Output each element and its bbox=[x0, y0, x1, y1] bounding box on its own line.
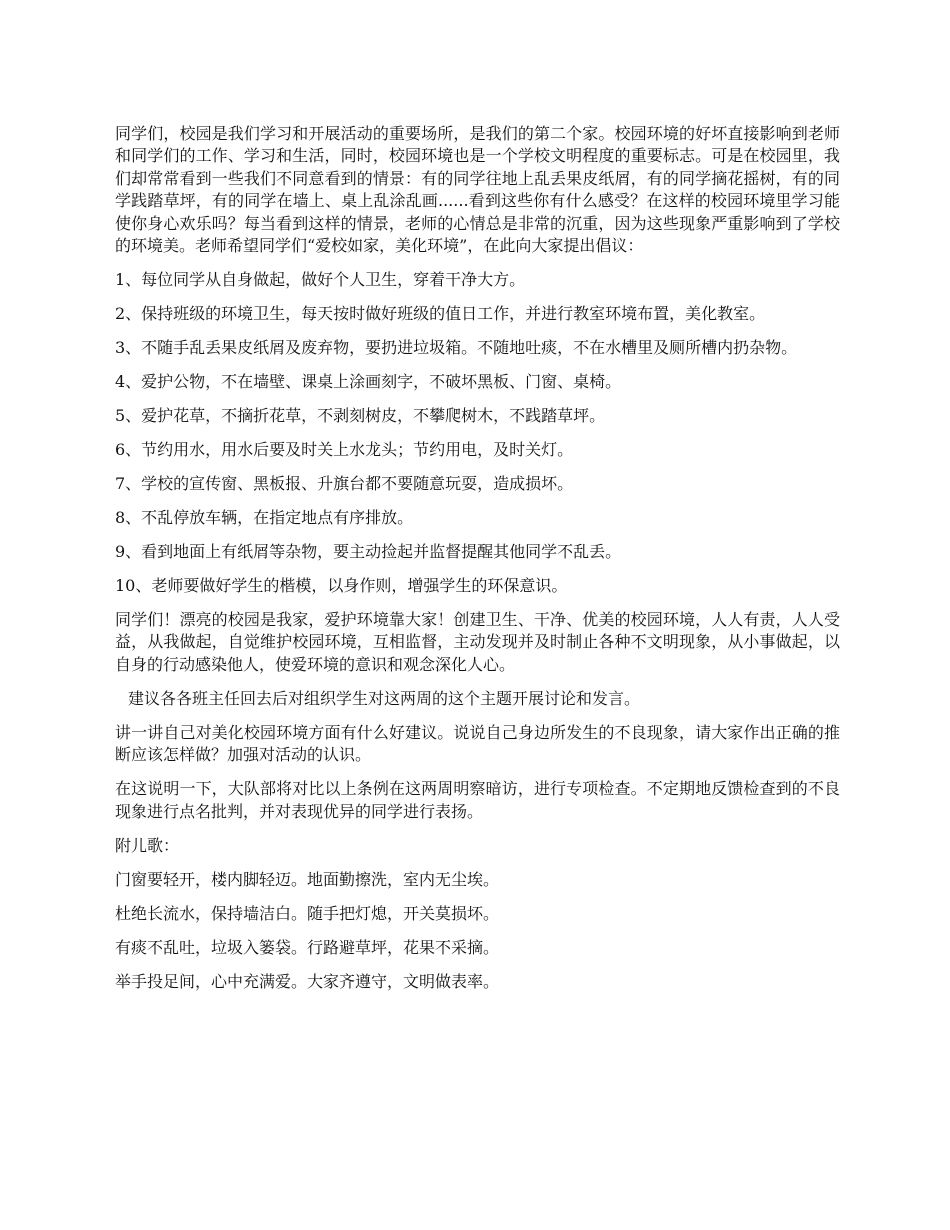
song-line-4: 举手投足间，心中充满爱。大家齐遵守，文明做表率。 bbox=[115, 971, 500, 991]
document-body bbox=[115, 123, 840, 1005]
song-line-3: 有痰不乱吐，垃圾入篓袋。行路避草坪，花果不采摘。 bbox=[115, 937, 500, 957]
proposal-item-3: 3、不随手乱丢果皮纸屑及废弃物，要扔进垃圾箱。不随地吐痰，不在水槽里及厕所槽内扔杂物。 bbox=[115, 338, 798, 358]
song-title: 附儿歌： bbox=[115, 835, 180, 855]
closing-paragraph: 同学们！漂亮的校园是我家，爱护环境靠大家！创建卫生、干净、优美的校园环境，人人有责，人人受益，从我做起，自觉维护校园环境，互相监督，主动发现并及时制止各种不文明现象，从小事做起，以自身的行动感染他人，使爱环境的意识和观念深化人心。 bbox=[115, 610, 840, 674]
inspection-paragraph: 在这说明一下，大队部将对比以上条例在这两周明察暗访，进行专项检查。不定期地反馈检查到的不良现象进行点名批判，并对表现优异的同学进行表扬。 bbox=[115, 779, 840, 821]
proposal-item-6: 6、节约用水，用水后要及时关上水龙头；节约用电，及时关灯。 bbox=[115, 440, 574, 460]
proposal-item-9: 9、看到地面上有纸屑等杂物，要主动捡起并监督提醒其他同学不乱丢。 bbox=[115, 542, 622, 562]
discussion-paragraph: 讲一讲自己对美化校园环境方面有什么好建议。说说自己身边所发生的不良现象，请大家作出正确的推断应该怎样做？加强对活动的认识。 bbox=[115, 722, 840, 765]
proposal-item-1: 1、每位同学从自身做起，做好个人卫生，穿着干净大方。 bbox=[115, 270, 526, 290]
suggestion-paragraph: 建议各各班主任回去后对组织学生对这两周的这个主题开展讨论和发言。 bbox=[128, 688, 641, 708]
proposal-item-8: 8、不乱停放车辆，在指定地点有序排放。 bbox=[115, 508, 414, 528]
proposal-item-4: 4、爱护公物，不在墙壁、课桌上涂画刻字，不破坏黑板、门窗、桌椅。 bbox=[115, 372, 622, 392]
proposal-item-7: 7、学校的宣传窗、黑板报、升旗台都不要随意玩耍，造成损坏。 bbox=[115, 474, 574, 494]
proposal-item-10: 10、老师要做好学生的楷模，以身作则，增强学生的环保意识。 bbox=[115, 576, 568, 596]
proposal-item-5: 5、爱护花草，不摘折花草，不剥刻树皮，不攀爬树木，不践踏草坪。 bbox=[115, 406, 606, 426]
song-line-1: 门窗要轻开，楼内脚轻迈。地面勤擦洗，室内无尘埃。 bbox=[115, 869, 500, 889]
song-line-2: 杜绝长流水，保持墙洁白。随手把灯熄，开关莫损坏。 bbox=[115, 903, 500, 923]
intro-paragraph: 同学们，校园是我们学习和开展活动的重要场所，是我们的第二个家。校园环境的好坏直接影响到老师和同学们的工作、学习和生活，同时，校园环境也是一个学校文明程度的重要标志。可是在校园里，我们却常常看到一些我们不同意看到的情景：有的同学往地上乱丢果皮纸屑，有的同学摘花摇树，有的同学践踏草坪，有的同学在墙上、桌上乱涂乱画......看到这些你有什么感受？在这样的校园环境里学习能使你身心欢乐吗？每当看到这样的情景，老师的心情总是非常的沉重，因为这些现象严重影响到了学校的环境美。老师希望同学们“爱校如家，美化环境”，在此向大家提出倡议： bbox=[115, 124, 840, 256]
proposal-item-2: 2、保持班级的环境卫生，每天按时做好班级的值日工作，并进行教室环境布置，美化教室。 bbox=[115, 304, 766, 324]
